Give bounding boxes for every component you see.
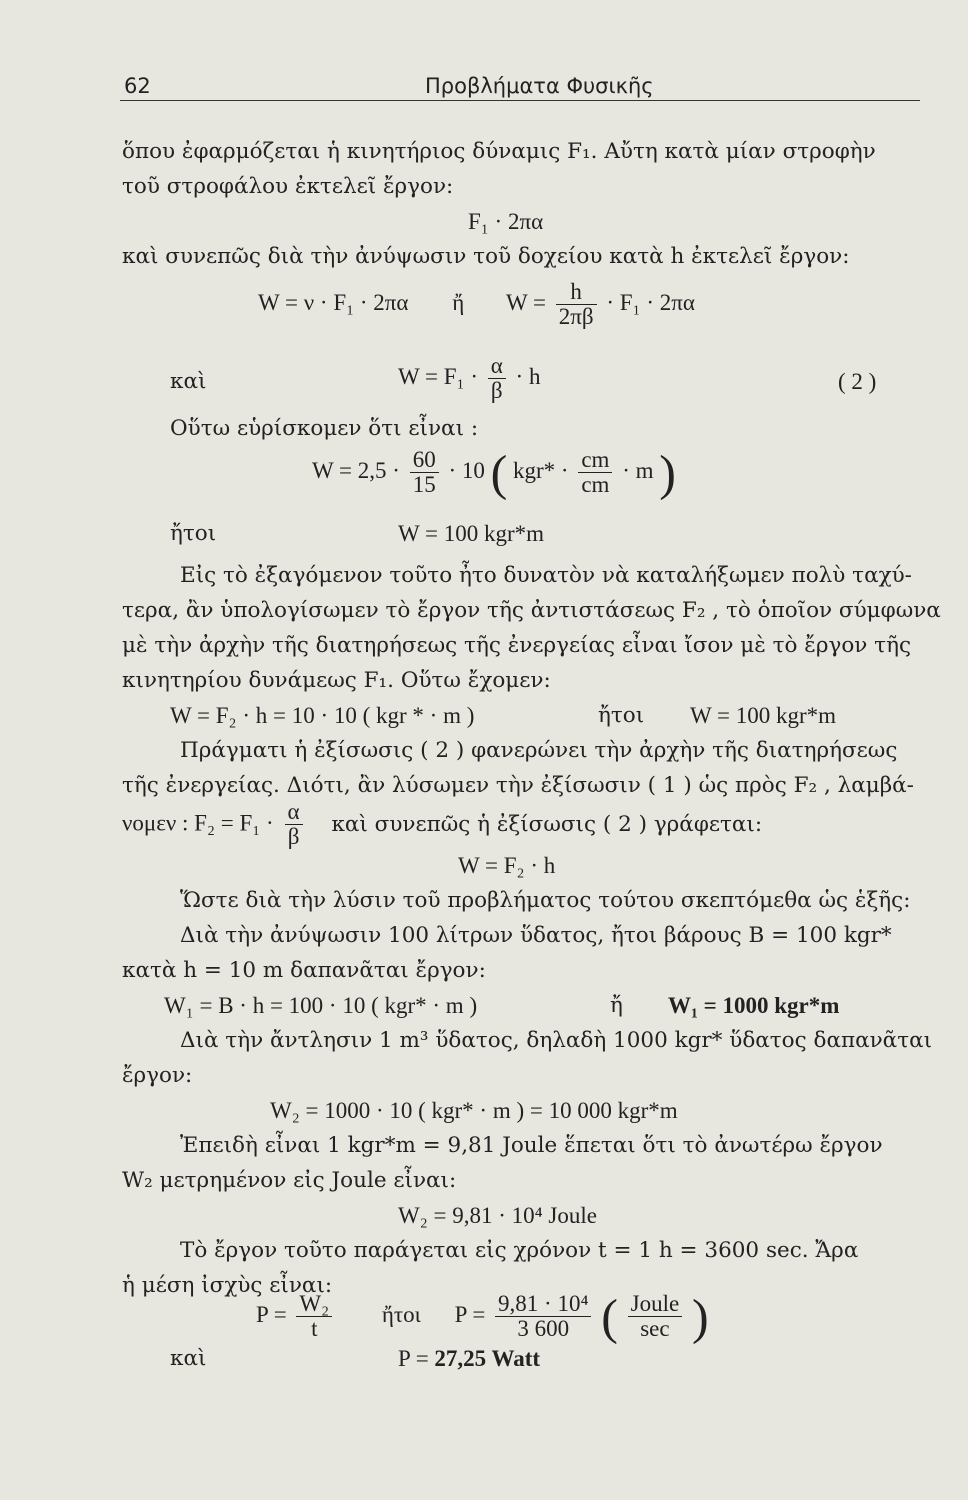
equation-line bbox=[122, 800, 762, 849]
left-paren: ( bbox=[601, 1288, 618, 1345]
numerator: cm bbox=[578, 448, 612, 473]
running-title: Προβλήματα Φυσικῆς bbox=[425, 74, 654, 98]
fraction bbox=[556, 280, 597, 329]
numerator: α bbox=[488, 354, 506, 379]
equation: W₁ = B · h = 100 · 10 ( kgr* · m ) bbox=[164, 993, 478, 1018]
eq-part: καὶ συνεπῶς ἡ ἐξίσωσις ( 2 ) γράφεται: bbox=[331, 811, 763, 837]
eq-part: W = ν · F₁ · 2πα bbox=[258, 289, 409, 315]
equation bbox=[258, 280, 695, 329]
page-header bbox=[120, 74, 920, 100]
equation: W = F₂ · h bbox=[458, 853, 556, 878]
equation-tag: ( 2 ) bbox=[838, 369, 877, 394]
denominator: β bbox=[287, 824, 300, 849]
equation: W₂ = 1000 · 10 ( kgr* · m ) = 10 000 kgr*m bbox=[270, 1098, 678, 1123]
text-line: Εἰς τὸ ἐξαγόμενον τοῦτο ἦτο δυνατὸν νὰ καταλήξωμεν πολὺ ταχύ- bbox=[180, 563, 912, 588]
fraction bbox=[495, 1292, 591, 1341]
equation bbox=[256, 1288, 709, 1345]
text-line: ἤ bbox=[610, 993, 623, 1018]
unit-fraction bbox=[628, 1292, 683, 1341]
equation: W₁ = 1000 kgr*m bbox=[668, 993, 840, 1018]
text-line: ὅπου ἐφαρμόζεται ἡ κινητήριος δύναμις F₁. Αὔτη κατὰ μίαν στροφὴν bbox=[122, 139, 876, 164]
equation: W = 100 kgr*m bbox=[690, 703, 837, 728]
fraction bbox=[488, 354, 506, 403]
denominator: sec bbox=[640, 1316, 670, 1341]
denominator: cm bbox=[581, 472, 610, 497]
eq-part: P = bbox=[454, 1301, 486, 1327]
eq-part: · F₁ · 2πα bbox=[606, 289, 695, 315]
eq-result: 27,25 Watt bbox=[434, 1346, 541, 1371]
numerator: α bbox=[285, 800, 303, 825]
fraction bbox=[410, 448, 439, 497]
equation bbox=[312, 444, 676, 501]
denominator: β bbox=[490, 378, 503, 403]
eq-part: ἤτοι bbox=[381, 1301, 421, 1327]
page-number: 62 bbox=[124, 74, 151, 98]
eq-part: νομεν : F₂ = F₁ · bbox=[122, 810, 274, 836]
eq-part: · h bbox=[515, 363, 541, 389]
denominator: 3 600 bbox=[517, 1316, 570, 1341]
text-line: τῆς ἐνεργείας. Διότι, ἂν λύσωμεν τὴν ἐξίσωσιν ( 1 ) ὡς πρὸς F₂ , λαμβά- bbox=[122, 773, 914, 798]
eq-part: P = bbox=[398, 1346, 429, 1371]
text-line: τοῦ στροφάλου ἐκτελεῖ ἔργον: bbox=[122, 174, 454, 199]
right-paren: ) bbox=[691, 1288, 709, 1345]
denominator: 15 bbox=[412, 472, 436, 497]
text-line: καὶ bbox=[170, 369, 207, 394]
text-line: κατὰ h = 10 m δαπανᾶται ἔργον: bbox=[122, 958, 486, 983]
text-line: τερα, ἂν ὑπολογίσωμεν τὸ ἔργον τῆς ἀντιστάσεως F₂ , τὸ ὁποῖον σύμφωνα bbox=[122, 598, 941, 623]
numerator: h bbox=[556, 280, 597, 305]
right-paren: ) bbox=[659, 444, 676, 501]
numerator: 60 bbox=[410, 448, 439, 473]
text-line: Ἐπειδὴ εἶναι 1 kgr*m = 9,81 Joule ἕπεται ὅτι τὸ ἀνωτέρω ἔργον bbox=[180, 1133, 883, 1158]
equation: W = 100 kgr*m bbox=[398, 521, 545, 546]
equation bbox=[398, 354, 540, 403]
text-line: Πράγματι ἡ ἐξίσωσις ( 2 ) φανερώνει τὴν ἀρχὴν τῆς διατηρήσεως bbox=[180, 738, 898, 763]
fraction bbox=[296, 1292, 332, 1341]
text-line: W₂ μετρημένον εἰς Joule εἶναι: bbox=[122, 1168, 457, 1193]
text-line: ἤτοι bbox=[170, 521, 217, 546]
equation: W = F₂ · h = 10 · 10 ( kgr * · m ) bbox=[170, 703, 475, 728]
eq-part: W = 2,5 · bbox=[312, 457, 400, 483]
text-line: Τὸ ἔργον τοῦτο παράγεται εἰς χρόνον t = 1 h = 3600 sec. Ἄρα bbox=[180, 1238, 859, 1263]
unit-fraction bbox=[578, 448, 612, 497]
equation: F₁ · 2πα bbox=[468, 209, 544, 234]
text-line: ἡ μέση ἰσχὺς εἶναι: bbox=[122, 1273, 333, 1298]
text-line: κινητηρίου δυνάμεως F₁. Οὕτω ἔχομεν: bbox=[122, 668, 551, 693]
text-line: ἤτοι bbox=[598, 703, 645, 728]
eq-part: W = F₁ · bbox=[398, 363, 478, 389]
header-rule bbox=[120, 100, 920, 101]
text-line: μὲ τὴν ἀρχὴν τῆς διατηρήσεως τῆς ἐνεργείας εἶναι ἴσον μὲ τὸ ἔργον τῆς bbox=[122, 633, 911, 658]
text-line: Διὰ τὴν ἀνύψωσιν 100 λίτρων ὕδατος, ἤτοι βάρους B = 100 kgr* bbox=[180, 923, 892, 948]
text-line: ἔργον: bbox=[122, 1063, 193, 1088]
equation bbox=[398, 1345, 540, 1373]
fraction bbox=[285, 800, 303, 849]
numerator: Joule bbox=[628, 1292, 683, 1317]
text-line: καὶ bbox=[170, 1346, 207, 1371]
equation: W₂ = 9,81 · 10⁴ Joule bbox=[398, 1203, 597, 1228]
left-paren: ( bbox=[490, 444, 508, 501]
denominator: 2πβ bbox=[558, 304, 594, 329]
eq-part: P = bbox=[256, 1301, 287, 1327]
numerator: 9,81 · 10⁴ bbox=[495, 1292, 591, 1317]
text-line: Ὥστε διὰ τὴν λύσιν τοῦ προβλήματος τούτου σκεπτόμεθα ὡς ἑξῆς: bbox=[180, 888, 911, 913]
eq-part: · m bbox=[622, 457, 654, 483]
eq-part: ἤ bbox=[452, 289, 465, 315]
text-line: καὶ συνεπῶς διὰ τὴν ἀνύψωσιν τοῦ δοχείου κατὰ h ἐκτελεῖ ἔργον: bbox=[122, 244, 850, 269]
numerator: W₂ bbox=[296, 1292, 332, 1317]
eq-part: · 10 bbox=[448, 457, 485, 483]
denominator: t bbox=[311, 1316, 318, 1341]
text-line: Διὰ τὴν ἄντλησιν 1 m³ ὕδατος, δηλαδὴ 1000 kgr* ὕδατος δαπανᾶται bbox=[180, 1028, 933, 1053]
eq-part: W = bbox=[506, 289, 547, 315]
eq-part: kgr* · bbox=[513, 457, 569, 483]
text-line: Οὕτω εὑρίσκομεν ὅτι εἶναι : bbox=[170, 416, 479, 441]
